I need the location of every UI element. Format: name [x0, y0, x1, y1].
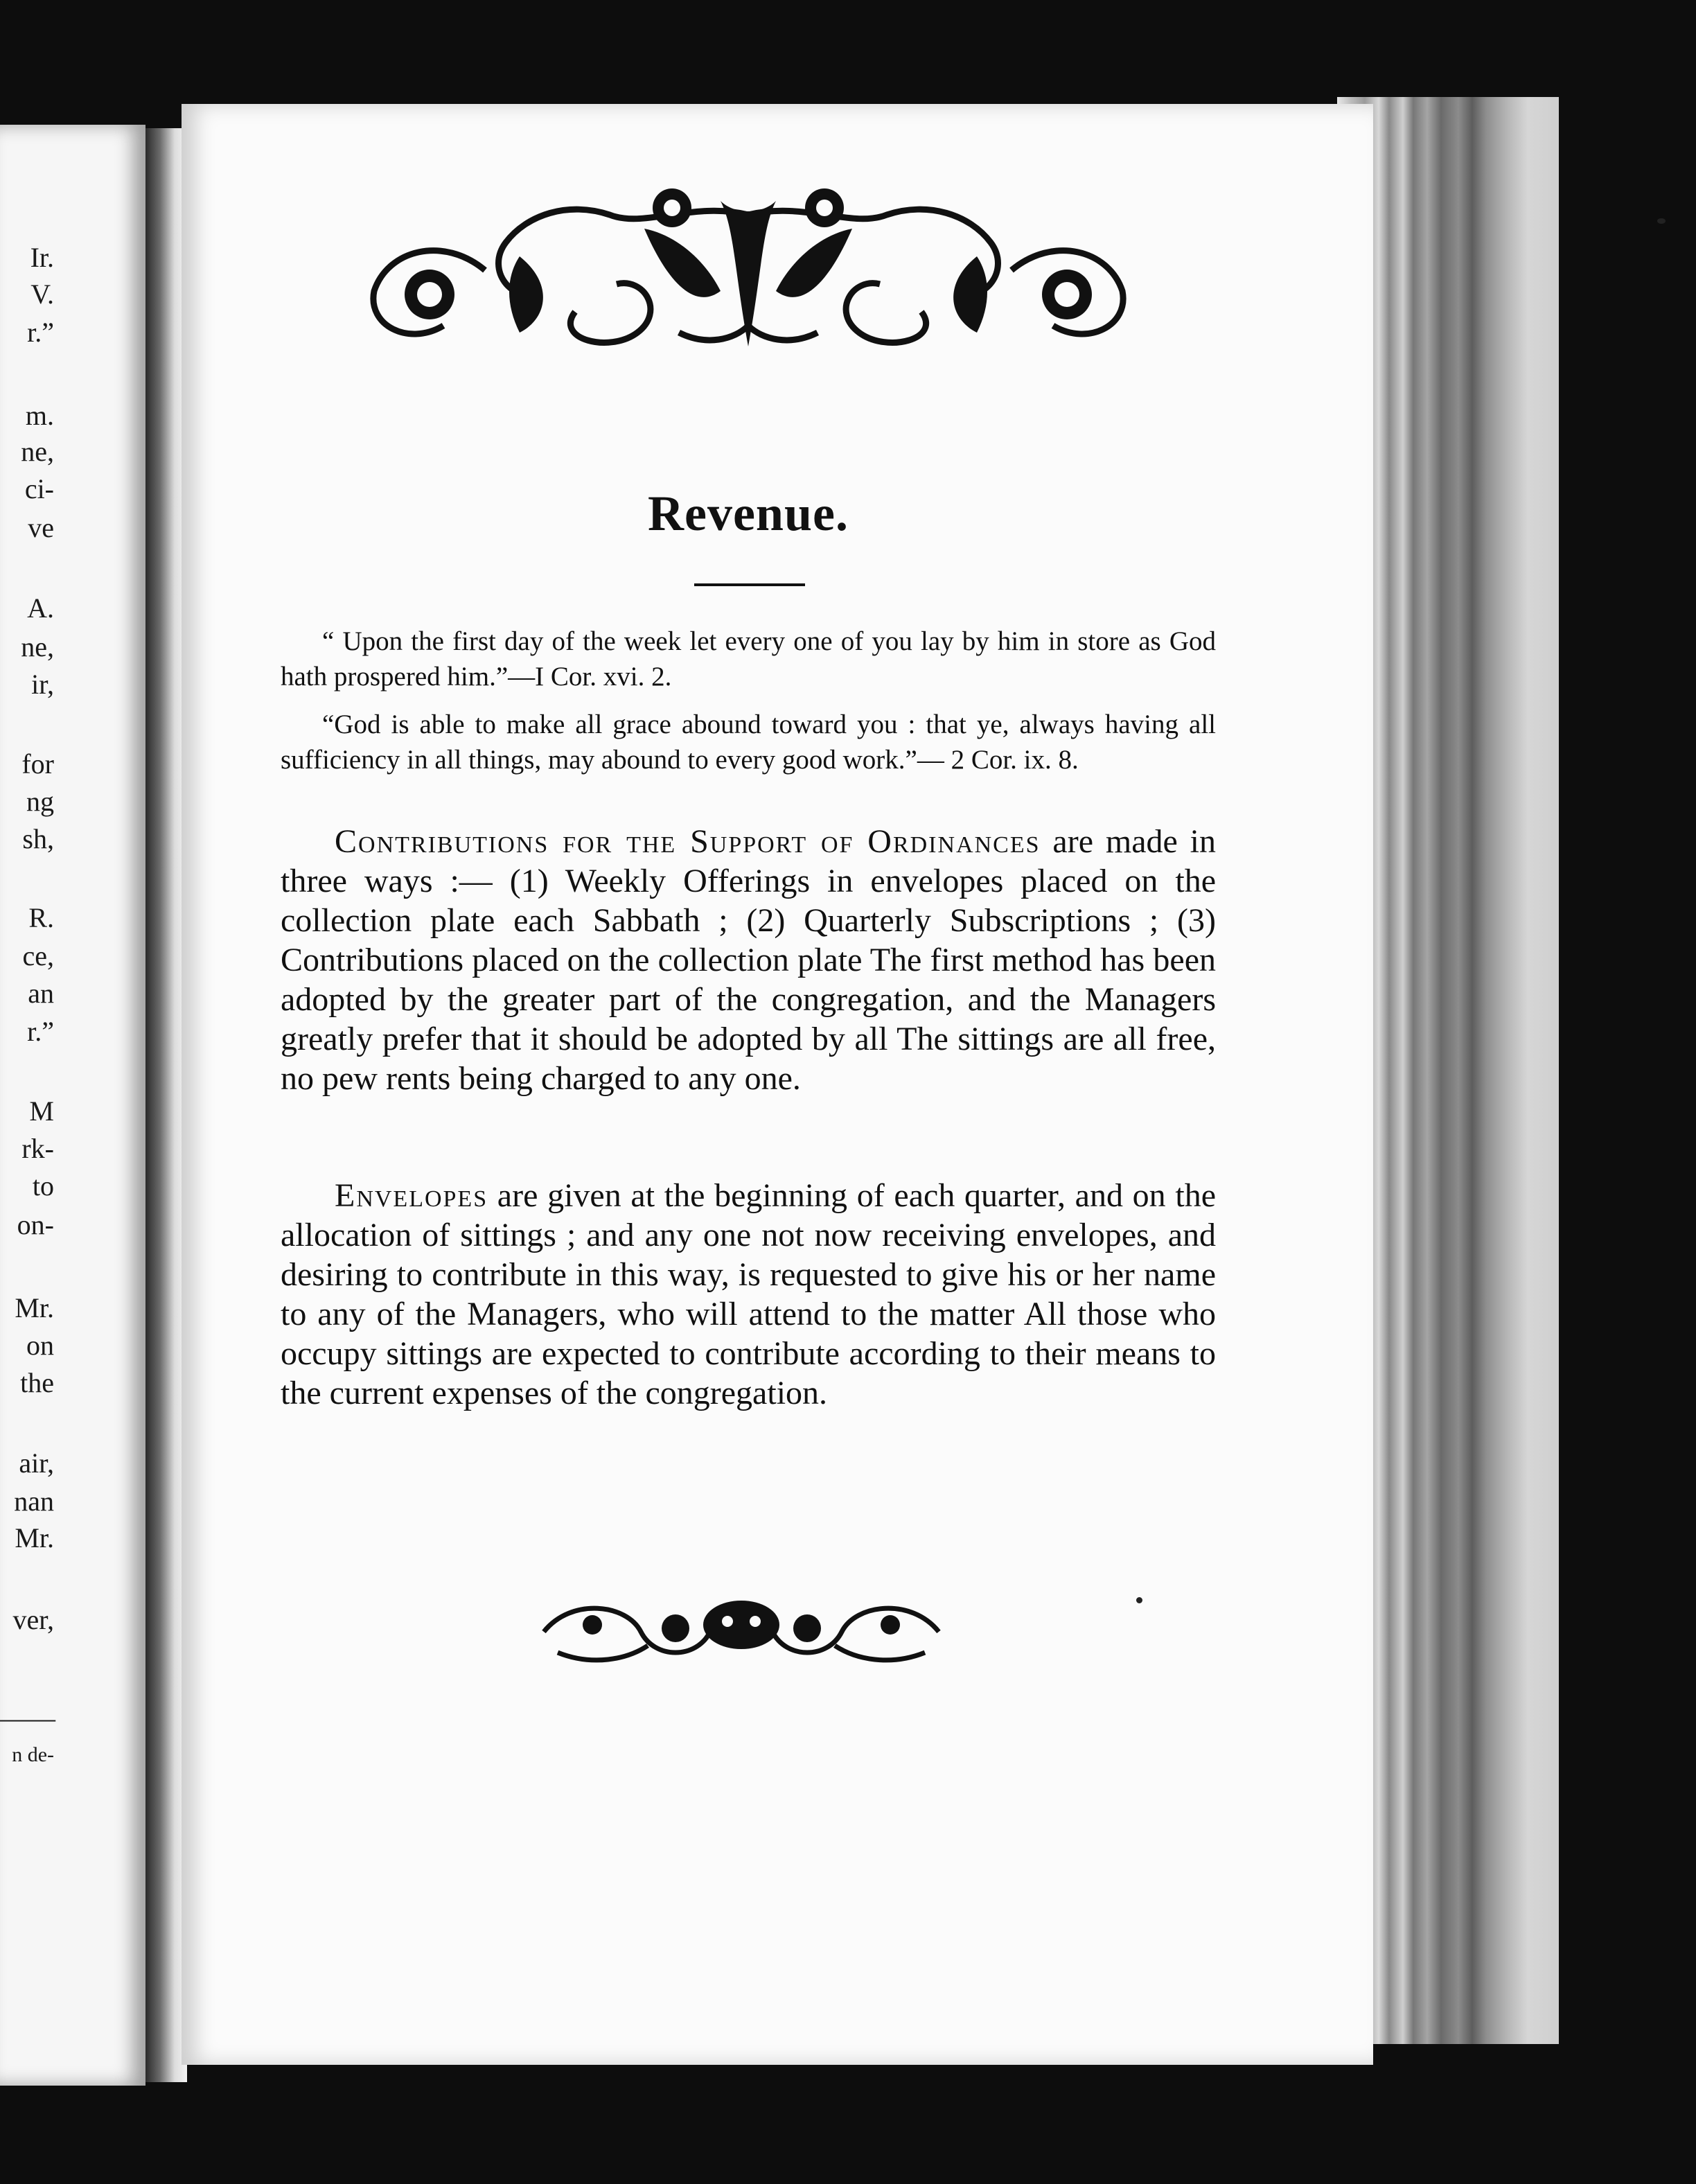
left-page-fragment: m.	[25, 400, 54, 431]
paragraph-contributions-text: are made in three ways :— (1) Weekly Offerings in envelopes placed on the collection plate each Sabbath ; (2) Quarterly Subscriptions ; (3) Contributions placed on the collection plate The first method has been adopted by the greater part of the congregation, and the Managers greatly prefer that it should be adopted by all The sittings are all free, no pew rents being charged to any one.	[281, 823, 1217, 1097]
ink-speck	[1136, 1597, 1142, 1603]
left-page-fragment: V.	[30, 279, 54, 310]
left-page-fragment: for	[21, 748, 54, 780]
left-page-fragment: ce,	[22, 940, 54, 971]
left-page-fragment: M	[29, 1095, 54, 1127]
left-page-fragment: ir,	[31, 669, 54, 700]
paragraph-envelopes-lead: Envelopes	[335, 1177, 488, 1214]
book-gutter	[145, 128, 187, 2082]
left-page-fragment: n de-	[12, 1743, 54, 1766]
left-page-fragment: ne,	[21, 631, 54, 662]
left-page-fragment: Ir.	[30, 242, 54, 273]
left-page-fragment: Mr.	[15, 1522, 54, 1553]
left-page-fragment: rk-	[21, 1133, 54, 1164]
top-ornament	[346, 173, 1150, 360]
left-page-fragment: on-	[17, 1209, 54, 1240]
left-page-fragment: an	[28, 978, 54, 1009]
scripture-quote-2: “God is able to make all grace abound toward you : that ye, always having all sufficiency in all things, may abound to every good work.”— 2 Cor. ix. 8.	[281, 710, 1216, 775]
left-page-fragment: ne,	[21, 436, 54, 467]
paragraph-contributions-lead: Contributions for the Support of Ordinances	[335, 823, 1041, 860]
paragraph-envelopes	[281, 1176, 1216, 1413]
left-page-fragment: to	[32, 1170, 54, 1201]
left-page-fragment: air,	[19, 1447, 54, 1479]
page-title: Revenue.	[648, 486, 849, 541]
left-page-fragment: Mr.	[15, 1292, 54, 1323]
left-page-fragment: ci-	[24, 473, 54, 504]
left-page-fragment: sh,	[22, 823, 54, 854]
left-page-fragment: ver,	[12, 1604, 54, 1635]
scripture-quote-1: “ Upon the first day of the week let every one of you lay by him in store as God hath prospered him.”—I Cor. xvi. 2.	[281, 626, 1216, 692]
left-page-fragment: the	[20, 1367, 54, 1398]
left-page-fragment: r.”	[27, 1016, 54, 1047]
left-page-fragment: R.	[28, 902, 54, 933]
left-page-fragment: ng	[26, 786, 54, 817]
left-page-fragment: A.	[27, 592, 54, 624]
left-page-fragment: ——	[0, 1702, 55, 1734]
left-page-fragment: r.”	[27, 317, 54, 348]
paragraph-envelopes-text: are given at the beginning of each quarter, and on the allocation of sittings ; and any one not now receiving envelopes, and desiring to contribute in this way, is requested to give his or her name to any of the Managers, who will attend to the matter All those who occupy sittings are expected to contribute according to their means to the current expenses of the congregation.	[281, 1177, 1216, 1411]
left-page	[0, 125, 145, 2086]
ink-speck	[1657, 218, 1666, 224]
left-page-fragment: ve	[28, 512, 54, 543]
left-page-fragment: on	[26, 1330, 54, 1361]
paragraph-contributions	[281, 822, 1216, 1098]
title-divider	[694, 583, 805, 586]
left-page-fragment: nan	[14, 1486, 54, 1517]
bottom-ornament	[530, 1590, 953, 1666]
